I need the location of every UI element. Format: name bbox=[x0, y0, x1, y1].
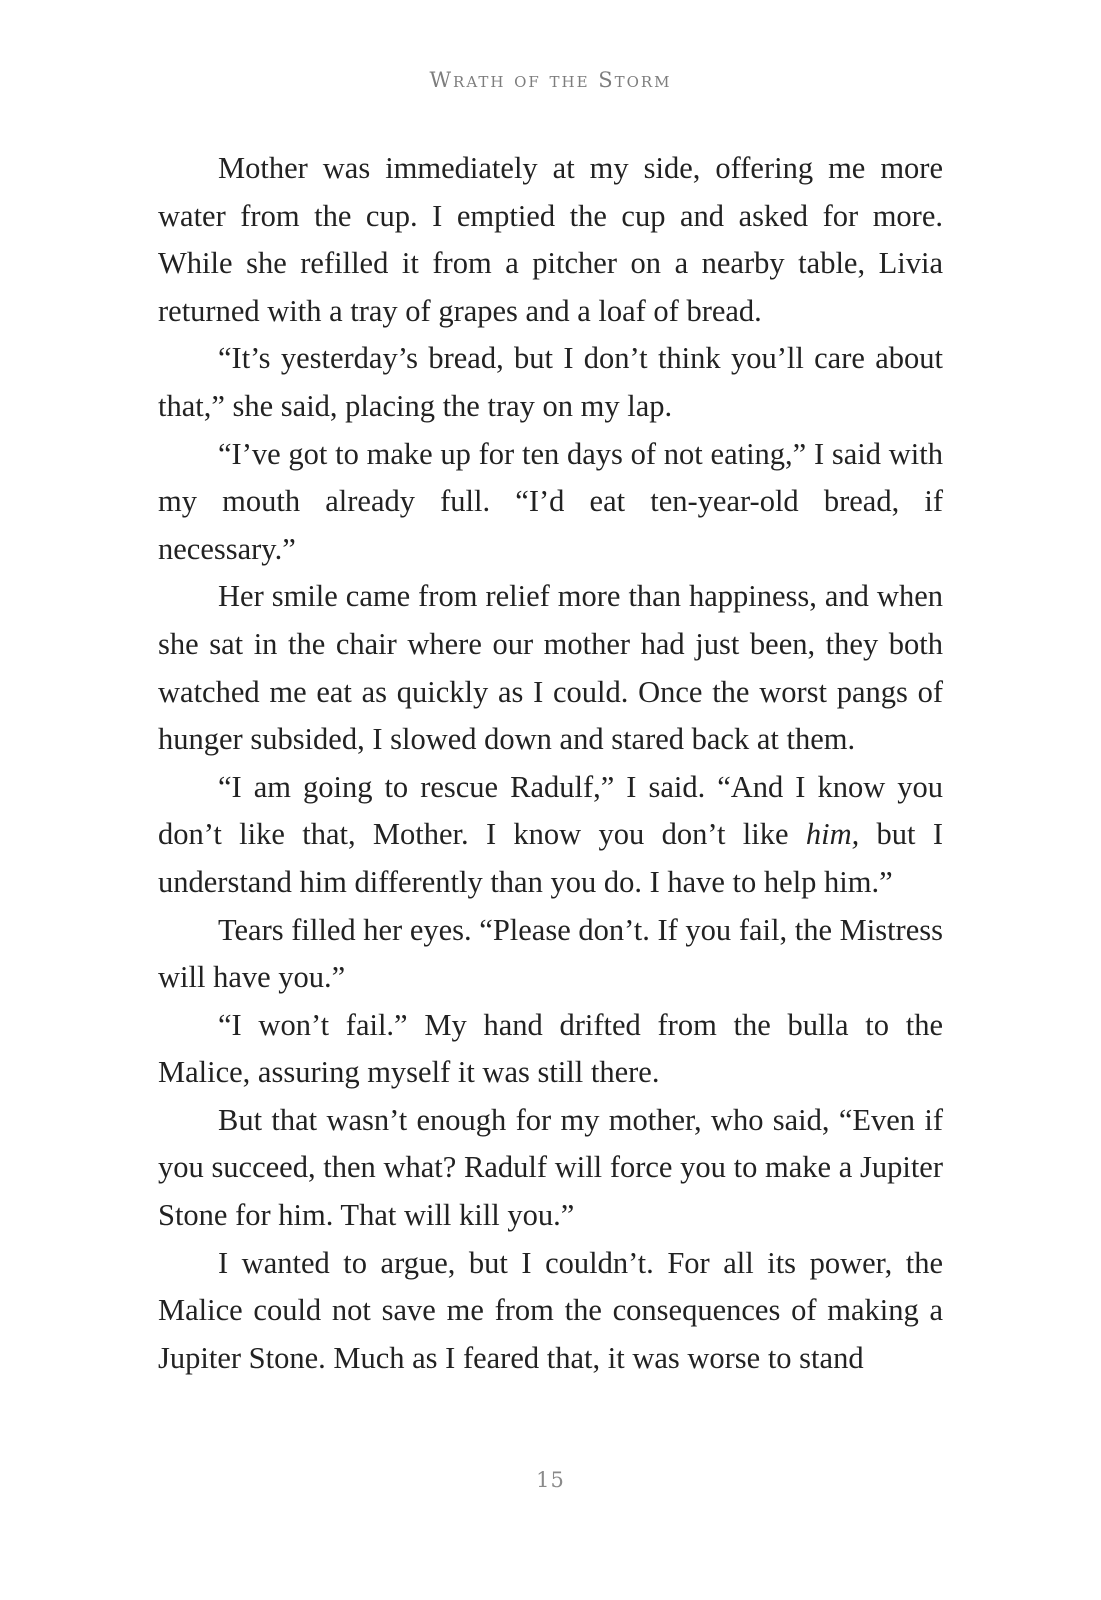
text-segment: “I’ve got to make up for ten days of not eating,” I said with my mouth already full. “I’d eat ten-year-old bread, if necessary.” bbox=[158, 436, 943, 566]
paragraph bbox=[158, 1240, 943, 1383]
italic-text-segment: him, bbox=[805, 817, 860, 852]
text-segment: But that wasn’t enough for my mother, who said, “Even if you succeed, then what? Radulf will force you to make a Jupiter Stone for him. That will kill you.” bbox=[158, 1102, 943, 1233]
text-segment: but I understand him differently than you do. I have to help him.” bbox=[158, 817, 944, 899]
body-text bbox=[158, 145, 943, 1382]
text-segment: Her smile came from relief more than happiness, and when she sat in the chair where our mother had just been, they both watched me eat as quickly as I could. Once the worst pangs of hunger subsided, I slowed down and stared back at them. bbox=[158, 579, 943, 757]
text-segment: “It’s yesterday’s bread, but I don’t think you’ll care about that,” she said, placing the tray on my lap. bbox=[158, 341, 943, 423]
text-segment: Mother was immediately at my side, offering me more water from the cup. I emptied the cup and asked for more. While she refilled it from a pitcher on a nearby table, Livia returned with a tray of grapes and a loaf of bread. bbox=[158, 151, 943, 328]
paragraph bbox=[158, 145, 943, 335]
running-head: Wrath of the Storm bbox=[429, 68, 672, 92]
paragraph bbox=[158, 1002, 943, 1097]
text-segment: Tears filled her eyes. “Please don’t. If you fail, the Mistress will have you.” bbox=[158, 912, 943, 995]
text-segment: “I won’t fail.” My hand drifted from the bulla to the Malice, assuring myself it was still there. bbox=[158, 1007, 943, 1090]
text-segment: “I am going to rescue Radulf,” I said. “And I know you don’t like that, Mother. I know you don’t like bbox=[158, 769, 943, 852]
paragraph bbox=[158, 573, 943, 763]
paragraph bbox=[158, 907, 943, 1002]
paragraph bbox=[158, 764, 943, 907]
paragraph bbox=[158, 1097, 943, 1240]
text-segment: I wanted to argue, but I couldn’t. For all its power, the Malice could not save me from the consequences of making a Jupiter Stone. Much as I feared that, it was worse to stand bbox=[158, 1245, 943, 1375]
page-number: 15 bbox=[536, 1468, 565, 1492]
paragraph bbox=[158, 431, 943, 574]
paragraph bbox=[158, 335, 943, 430]
